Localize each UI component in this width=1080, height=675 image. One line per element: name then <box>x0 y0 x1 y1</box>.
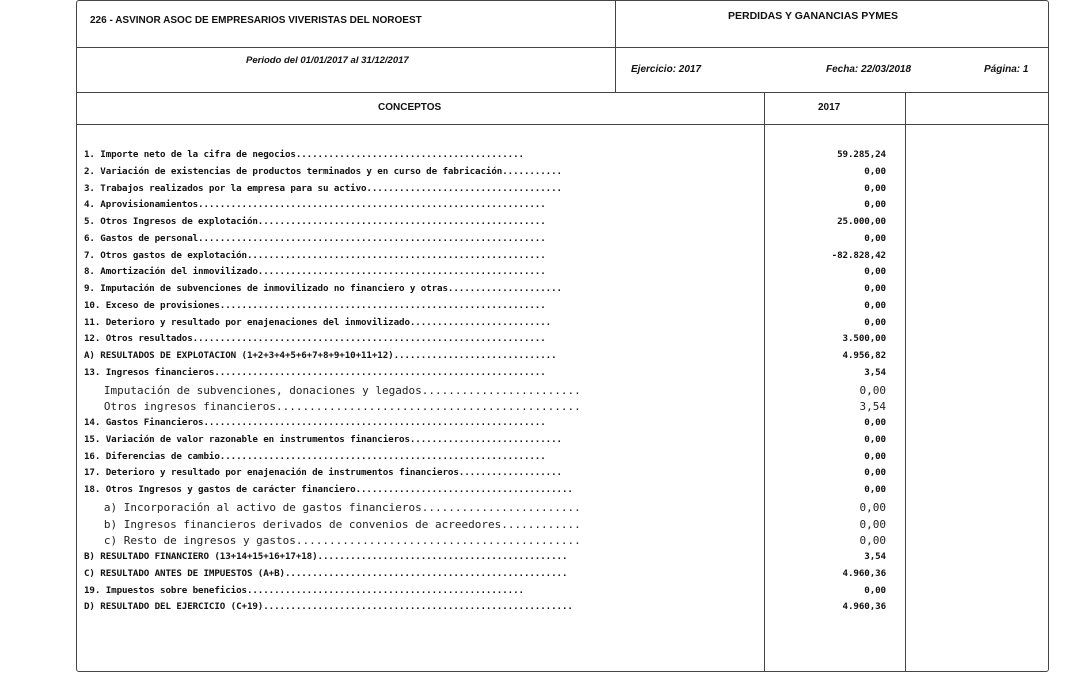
row-label: 15. Variación de valor razonable en instrumentos financieros............................ <box>84 433 562 445</box>
row-label: 12. Otros resultados................................................................. <box>84 333 546 345</box>
row-value: 0,00 <box>864 433 886 445</box>
row-value: 0,00 <box>864 417 886 428</box>
column-header-divider-bottom <box>77 124 1048 125</box>
row-value-cell <box>766 166 886 182</box>
row-value: 0,00 <box>864 299 886 311</box>
row-value: 3,54 <box>864 366 886 378</box>
row-value-cell <box>766 333 886 349</box>
row-value-cell <box>766 501 886 517</box>
table-row <box>84 216 680 232</box>
report-title: PERDIDAS Y GANANCIAS PYMES <box>728 10 898 22</box>
row-value-cell <box>766 266 886 282</box>
header-divider <box>77 47 1048 48</box>
row-value-cell <box>766 367 886 383</box>
row-value-cell <box>766 233 886 249</box>
table-row <box>84 434 680 450</box>
table-row <box>84 467 680 483</box>
year-column-right-border <box>905 93 906 671</box>
table-row <box>84 451 680 467</box>
company-name: 226 - ASVINOR ASOC DE EMPRESARIOS VIVERISTAS DEL NOROEST <box>90 15 422 26</box>
row-value: 4.956,82 <box>842 350 886 361</box>
page-number-label: Página: 1 <box>984 64 1029 75</box>
row-value-cell <box>766 551 886 567</box>
row-label: 7. Otros gastos de explotación....................................................... <box>84 249 546 261</box>
row-value: 59.285,24 <box>837 149 886 160</box>
table-row <box>84 501 720 517</box>
row-label: 16. Diferencias de cambio............................................................ <box>84 450 546 462</box>
row-value: -82.828,42 <box>831 249 886 261</box>
row-label: 5. Otros Ingresos de explotación..................................................... <box>84 216 546 227</box>
table-row <box>84 350 680 366</box>
row-value: 3,54 <box>859 400 886 414</box>
table-row <box>84 250 680 266</box>
row-value: 0,00 <box>859 383 886 397</box>
row-label: 3. Trabajos realizados por la empresa para su activo.................................... <box>84 182 562 194</box>
table-row <box>84 400 720 416</box>
fiscal-year-label: Ejercicio: 2017 <box>631 64 702 75</box>
row-value-cell <box>766 149 886 165</box>
row-value: 25.000,00 <box>837 216 886 227</box>
table-row <box>84 199 680 215</box>
table-row <box>84 333 680 349</box>
table-row <box>84 233 680 249</box>
row-value-cell <box>766 400 886 416</box>
year-column-left-border <box>764 93 765 671</box>
row-label: 8. Amortización del inmovilizado..................................................... <box>84 266 546 278</box>
table-row <box>84 551 680 567</box>
row-value-cell <box>766 250 886 266</box>
table-row <box>84 300 680 316</box>
row-label: 17. Deterioro y resultado por enajenación de instrumentos financieros................... <box>84 467 562 479</box>
row-label: 13. Ingresos financieros............................................................. <box>84 366 546 378</box>
table-row <box>84 283 680 299</box>
row-value-cell <box>766 518 886 534</box>
row-value-cell <box>766 384 886 400</box>
row-value-cell <box>766 199 886 215</box>
row-value-cell <box>766 283 886 299</box>
row-label: b) Ingresos financieros derivados de convenios de acreedores............ <box>84 517 581 531</box>
row-value: 0,00 <box>864 584 886 596</box>
row-label: a) Incorporación al activo de gastos financieros........................ <box>84 500 581 514</box>
row-value: 0,00 <box>864 232 886 244</box>
row-label: Imputación de subvenciones, donaciones y legados........................ <box>84 383 581 397</box>
row-value: 0,00 <box>859 517 886 531</box>
concepts-column-header: CONCEPTOS <box>378 102 442 113</box>
row-value-cell <box>766 568 886 584</box>
row-label: C) RESULTADO ANTES DE IMPUESTOS (A+B).................................................... <box>84 567 568 579</box>
row-label: 9. Imputación de subvenciones de inmovilizado no financiero y otras..................... <box>84 283 562 294</box>
row-value-cell <box>766 317 886 333</box>
row-value-cell <box>766 300 886 316</box>
table-row <box>84 317 680 333</box>
table-row <box>84 518 720 534</box>
header-vertical-divider <box>615 1 616 92</box>
table-row <box>84 417 680 433</box>
row-label: 10. Exceso de provisiones............................................................ <box>84 299 546 311</box>
row-label: 1. Importe neto de la cifra de negocios.......................................... <box>84 149 524 160</box>
row-value-cell <box>766 216 886 232</box>
date-label: Fecha: 22/03/2018 <box>826 64 912 75</box>
row-value-cell <box>766 417 886 433</box>
row-value: 0,00 <box>864 316 886 328</box>
row-value: 0,00 <box>864 165 886 177</box>
row-value: 0,00 <box>864 182 886 194</box>
table-row <box>84 183 680 199</box>
table-row <box>84 384 720 400</box>
table-row <box>84 266 680 282</box>
row-label: Otros ingresos financieros.............................................. <box>84 400 581 414</box>
row-label: 18. Otros Ingresos y gastos de carácter financiero........................................ <box>84 484 573 495</box>
row-value: 3.500,00 <box>842 333 886 345</box>
table-row <box>84 601 680 617</box>
row-label: 19. Impuestos sobre beneficios................................................... <box>84 584 524 596</box>
table-row <box>84 534 720 550</box>
row-value-cell <box>766 534 886 550</box>
row-value-cell <box>766 183 886 199</box>
row-value: 0,00 <box>864 484 886 495</box>
row-value: 0,00 <box>864 467 886 479</box>
row-label: 11. Deterioro y resultado por enajenaciones del inmovilizado.......................... <box>84 316 552 328</box>
row-value: 3,54 <box>864 551 886 562</box>
row-label: 14. Gastos Financieros............................................................... <box>84 417 546 428</box>
row-value: 4.960,36 <box>842 567 886 579</box>
row-value-cell <box>766 601 886 617</box>
row-value: 0,00 <box>864 199 886 211</box>
row-label: 2. Variación de existencias de productos terminados y en curso de fabricación........... <box>84 165 562 177</box>
row-label: 6. Gastos de personal................................................................ <box>84 232 546 244</box>
table-row <box>84 149 680 165</box>
row-value: 0,00 <box>859 534 886 548</box>
row-value-cell <box>766 451 886 467</box>
row-value: 4.960,36 <box>842 601 886 613</box>
row-value: 0,00 <box>864 266 886 278</box>
row-label: A) RESULTADOS DE EXPLOTACION (1+2+3+4+5+6+7+8+9+10+11+12).............................. <box>84 350 557 361</box>
row-value-cell <box>766 585 886 601</box>
table-row <box>84 484 680 500</box>
column-header-divider-top <box>77 92 1048 93</box>
row-label: 4. Aprovisionamientos................................................................ <box>84 199 546 211</box>
year-column-header: 2017 <box>818 102 841 113</box>
row-value-cell <box>766 484 886 500</box>
table-row <box>84 166 680 182</box>
row-value-cell <box>766 350 886 366</box>
row-value-cell <box>766 467 886 483</box>
period-label: Periodo del 01/01/2017 al 31/12/2017 <box>246 55 409 66</box>
row-value: 0,00 <box>859 500 886 514</box>
row-label: B) RESULTADO FINANCIERO (13+14+15+16+17+18).............................................. <box>84 551 568 562</box>
row-label: c) Resto de ingresos y gastos........................................... <box>84 534 581 548</box>
row-label: D) RESULTADO DEL EJERCICIO (C+19)......................................................... <box>84 601 573 613</box>
table-row <box>84 367 680 383</box>
table-row <box>84 585 680 601</box>
row-value: 0,00 <box>864 283 886 294</box>
row-value: 0,00 <box>864 450 886 462</box>
row-value-cell <box>766 434 886 450</box>
table-row <box>84 568 680 584</box>
